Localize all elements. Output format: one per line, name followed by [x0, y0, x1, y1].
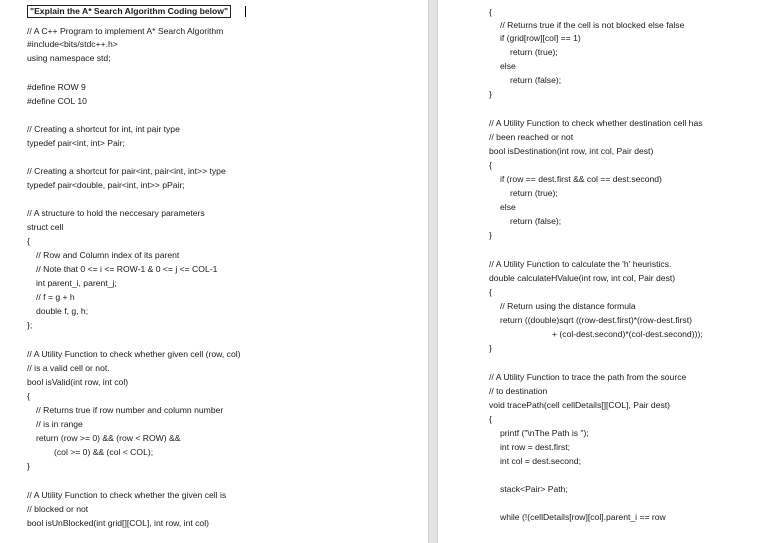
code-line: // A C++ Program to implement A* Search Algorithm [27, 26, 224, 36]
code-line: int row = dest.first; [500, 442, 570, 452]
code-line: }; [27, 320, 33, 330]
code-line: bool isUnBlocked(int grid[][COL], int row, int col) [27, 518, 209, 528]
code-line: using namespace std; [27, 53, 111, 63]
code-line: return (false); [510, 75, 562, 85]
code-line: // Returns true if the cell is not blocked else false [500, 20, 685, 30]
code-line: { [489, 7, 492, 17]
code-line: void tracePath(cell cellDetails[][COL], Pair dest) [489, 400, 671, 410]
code-line: // A Utility Function to check whether given cell (row, col) [27, 349, 241, 359]
code-line: // A Utility Function to check whether destination cell has [489, 118, 703, 128]
code-line: return (true); [510, 188, 558, 198]
code-line: // been reached or not [489, 132, 574, 142]
code-line: // A Utility Function to trace the path from the source [489, 372, 687, 382]
code-line: typedef pair<int, int> Pair; [27, 138, 125, 148]
code-line: #include<bits/stdc++.h> [27, 39, 118, 49]
code-line: } [489, 230, 492, 240]
code-line: double f, g, h; [36, 306, 89, 316]
code-line: } [489, 89, 492, 99]
code-line: bool isValid(int row, int col) [27, 377, 129, 387]
code-line: { [27, 236, 30, 246]
code-line: // to destination [489, 386, 548, 396]
document-title: "Explain the A* Search Algorithm Coding below" [27, 5, 231, 18]
code-line: printf ("\nThe Path is "); [500, 428, 589, 438]
code-line: // blocked or not [27, 504, 89, 514]
code-line: // Note that 0 <= i <= ROW-1 & 0 <= j <= COL-1 [36, 264, 218, 274]
code-line: // Return using the distance formula [500, 301, 636, 311]
code-line: int parent_i, parent_j; [36, 278, 117, 288]
document-page-right [438, 0, 781, 543]
code-line: else [500, 202, 516, 212]
code-line: double calculateHValue(int row, int col, Pair dest) [489, 273, 676, 283]
code-line: #define ROW 9 [27, 82, 86, 92]
code-line: bool isDestination(int row, int col, Pair dest) [489, 146, 654, 156]
code-line: } [489, 343, 492, 353]
text-cursor [245, 6, 246, 17]
code-line: // is a valid cell or not. [27, 363, 110, 373]
code-line: #define COL 10 [27, 96, 87, 106]
code-line: // Returns true if row number and column number [36, 405, 224, 415]
code-line: // Creating a shortcut for int, int pair type [27, 124, 180, 134]
code-line: { [489, 160, 492, 170]
code-line: + (col-dest.second)*(col-dest.second))); [552, 329, 703, 339]
code-line: } [27, 461, 30, 471]
code-line: return ((double)sqrt ((row-dest.first)*(row-dest.first) [500, 315, 692, 325]
code-line: while (!(cellDetails[row][col].parent_i == row [500, 512, 666, 522]
code-line: // Creating a shortcut for pair<int, pair<int, int>> type [27, 166, 226, 176]
code-line: // A structure to hold the neccesary parameters [27, 208, 205, 218]
code-line: stack<Pair> Path; [500, 484, 568, 494]
code-line: // A Utility Function to check whether the given cell is [27, 490, 227, 500]
code-line: typedef pair<double, pair<int, int>> pPair; [27, 180, 185, 190]
code-line: if (row == dest.first && col == dest.second) [500, 174, 662, 184]
code-line: return (row >= 0) && (row < ROW) && [36, 433, 181, 443]
code-line: { [489, 287, 492, 297]
code-line: (col >= 0) && (col < COL); [54, 447, 154, 457]
code-line: return (true); [510, 47, 558, 57]
code-line: // f = g + h [36, 292, 75, 302]
code-line: else [500, 61, 516, 71]
code-line: { [27, 391, 30, 401]
code-line: // Row and Column index of its parent [36, 250, 180, 260]
code-line: // A Utility Function to calculate the 'h' heuristics. [489, 259, 672, 269]
page-gutter [428, 0, 438, 543]
code-line: // is in range [36, 419, 83, 429]
code-line: struct cell [27, 222, 64, 232]
code-line: { [489, 414, 492, 424]
code-line: int col = dest.second; [500, 456, 581, 466]
code-line: return (false); [510, 216, 562, 226]
code-line: if (grid[row][col] == 1) [500, 33, 581, 43]
